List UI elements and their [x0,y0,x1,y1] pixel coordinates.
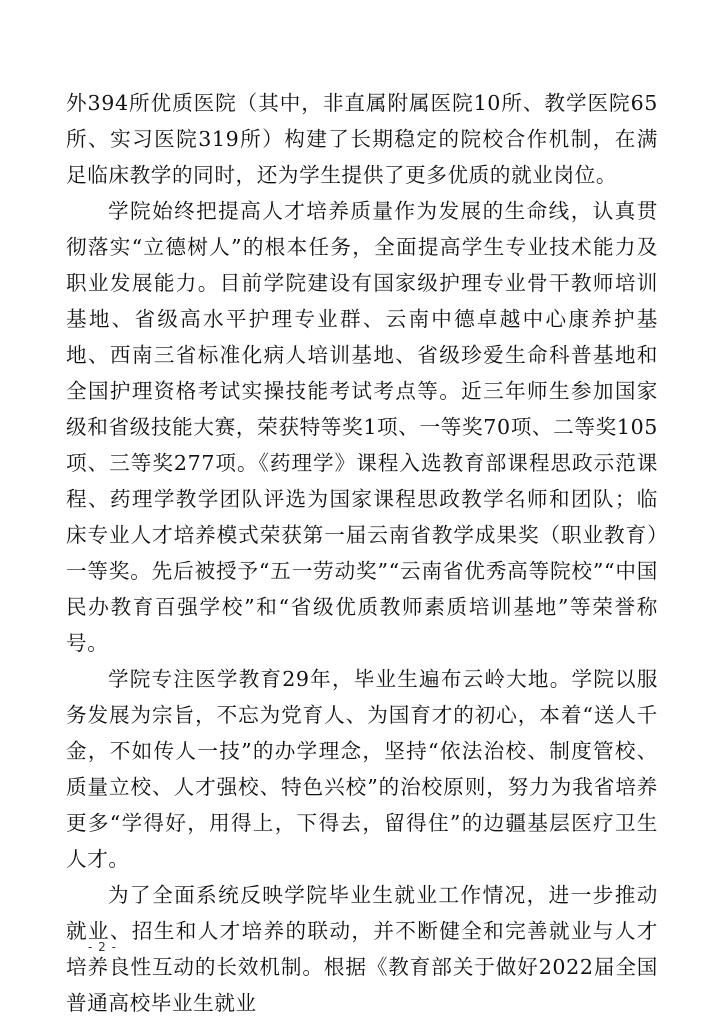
paragraph-partner-hospitals: 外394所优质医院（其中，非直属附属医院10所、教学医院65所、实习医院319所）构建了长期稳定的院校合作机制，在满足临床教学的同时，还为学生提供了更多优质的就业岗位。 [66,91,658,187]
paragraph-school-mission: 学院专注医学教育29年，毕业生遍布云岭大地。学院以服务发展为宗旨，不忘为党育人、为国育才的初心，本着“送人千金，不如传人一技”的办学理念，坚持“依法治校、制度管校、质量立校、人才强校、特色兴校”的治校原则，努力为我省培养更多“学得好，用得上，下得去，留得住”的边疆基层医疗卫生人才。 [66,667,658,871]
body-text [66,85,658,1021]
paragraph-report-purpose: 为了全面系统反映学院毕业生就业工作情况，进一步推动就业、招生和人才培养的联动，并不断健全和完善就业与人才培养良性互动的长效机制。根据《教育部关于做好2022届全国普通高校毕业生就业 [66,883,658,1015]
paragraph-talent-cultivation: 学院始终把提高人才培养质量作为发展的生命线，认真贯彻落实“立德树人”的根本任务，全面提高学生专业技术能力及职业发展能力。目前学院建设有国家级护理专业骨干教师培训基地、省级高水平护理专业群、云南中德卓越中心康养护基地、西南三省标准化病人培训基地、省级珍爱生命科普基地和全国护理资格考试实操技能考试考点等。近三年师生参加国家级和省级技能大赛，荣获特等奖1项、一等奖70项、二等奖105项、三等奖277项。《药理学》课程入选教育部课程思政示范课程、药理学教学团队评选为国家课程思政教学名师和团队；临床专业人才培养模式荣获第一届云南省教学成果奖（职业教育）一等奖。先后被授予“五一劳动奖”“云南省优秀高等院校”“中国民办教育百强学校”和“省级优质教师素质培训基地”等荣誉称号。 [66,199,658,655]
page-number: - 2 - [88,940,117,954]
